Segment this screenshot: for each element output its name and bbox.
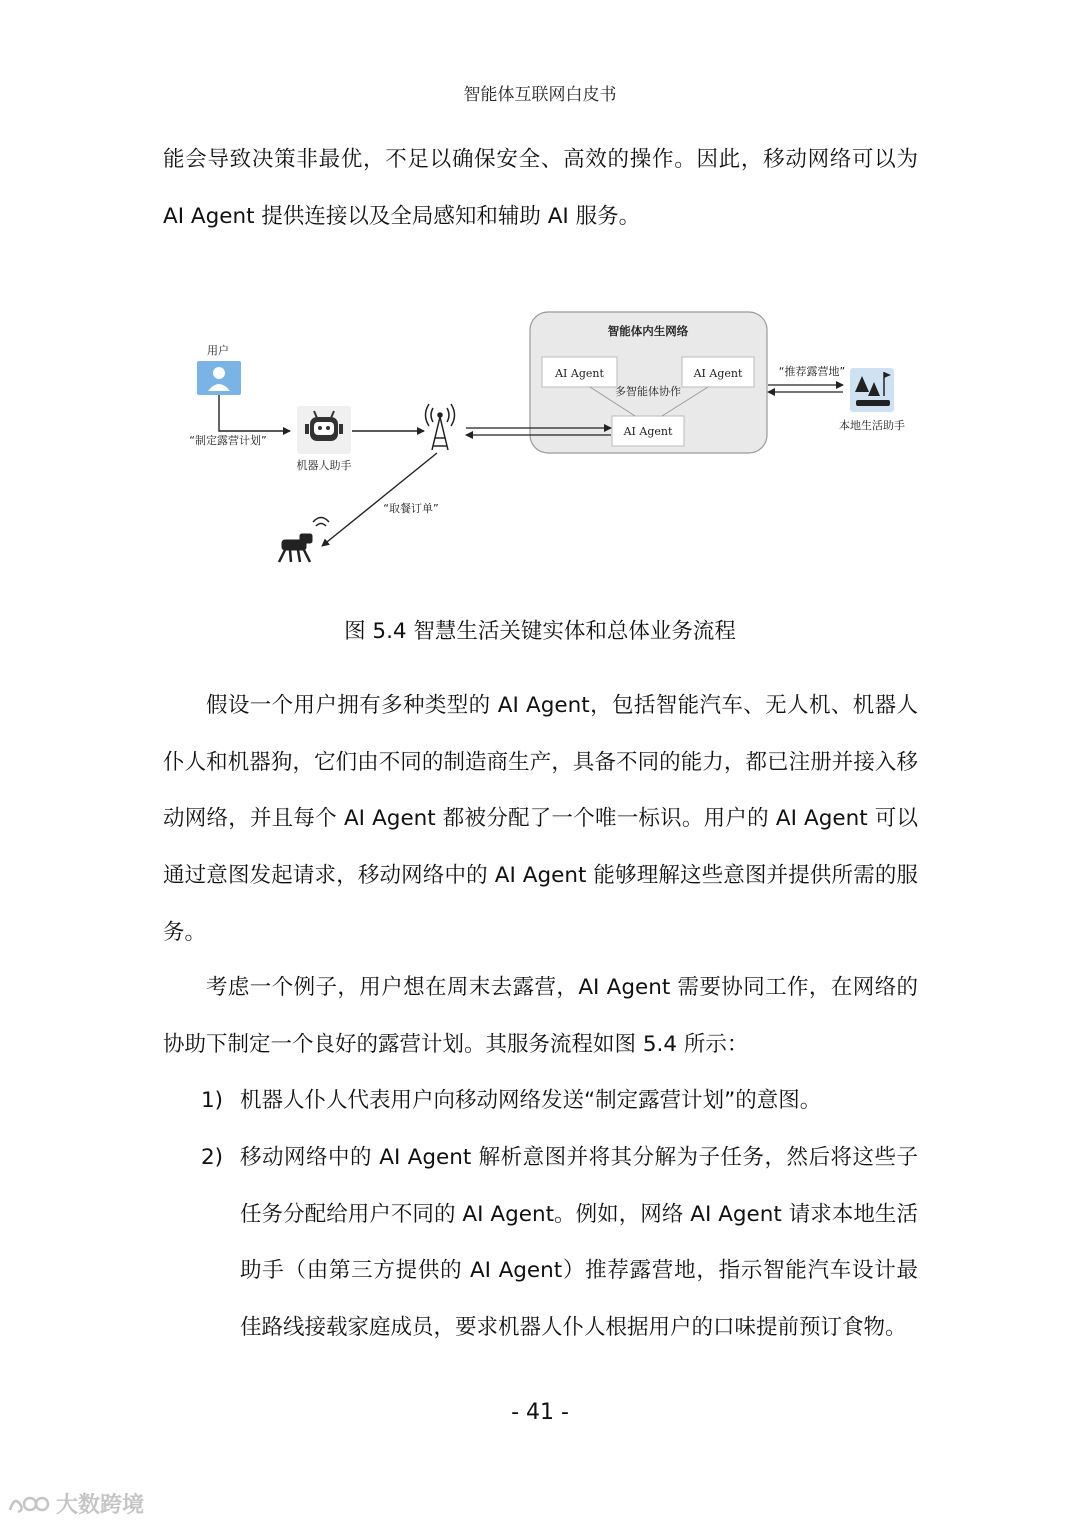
- plan-quote: “制定露营计划”: [189, 434, 267, 447]
- list-item-number: 1): [201, 1088, 224, 1113]
- list-item-number: 2): [201, 1145, 224, 1170]
- list-item-text: 移动网络中的 AI Agent 解析意图并将其分解为子任务，然后将这些子任务分配给用户不同的 AI Agent。例如，网络 AI Agent 请求本地生活助手（由第三方提供的 AI Agent）推荐露营地，指示智能汽车设计最佳路线接载家庭成员，要求机器人仆人根据用户的口味提前预订食物。: [240, 1145, 918, 1341]
- page-number: - 41 -: [511, 1400, 569, 1425]
- arrow-user-to-robot: [219, 395, 290, 431]
- watermark-text: 大数跨境: [56, 1492, 145, 1518]
- order-quote: “取餐订单”: [383, 502, 439, 515]
- body-paragraph-2: 考虑一个例子，用户想在周末去露营，AI Agent 需要协同工作，在网络的协助下制定一个良好的露营计划。其服务流程如图 5.4 所示：: [163, 975, 918, 1057]
- recommend-quote: “推荐露营地”: [778, 365, 846, 378]
- network-title: 智能体内生网络: [607, 324, 689, 338]
- body-paragraph-1: 假设一个用户拥有多种类型的 AI Agent，包括智能汽车、无人机、机器人仆人和机器狗，它们由不同的制造商生产，具备不同的能力，都已注册并接入移动网络，并且每个 AI Agent 都被分配了一个唯一标识。用户的 AI Agent 可以通过意图发起请求，移动网络中的 AI Agent 能够理解这些意图并提供所需的服务。: [163, 693, 918, 945]
- watermark: [6, 1488, 144, 1518]
- robot-label: 机器人助手: [296, 459, 352, 472]
- collab-label: 多智能体协作: [615, 385, 681, 398]
- list-item-text: 机器人仆人代表用户向移动网络发送“制定露营计划”的意图。: [240, 1088, 822, 1113]
- local-assistant-icon: [850, 368, 894, 412]
- local-assistant-label: 本地生活助手: [839, 419, 905, 432]
- robot-icon: [297, 406, 351, 454]
- agent-center-label: AI Agent: [623, 425, 673, 438]
- user-icon: [197, 361, 241, 395]
- robot-dog-icon: [279, 518, 329, 563]
- watermark-logo-icon: [6, 1490, 50, 1516]
- intro-paragraph: 能会导致决策非最优，不足以确保安全、高效的操作。因此，移动网络可以为 AI Agent 提供连接以及全局感知和辅助 AI 服务。: [163, 147, 918, 229]
- page-header: 智能体互联网白皮书: [463, 85, 617, 105]
- agent-right-label: AI Agent: [693, 367, 743, 380]
- figure-caption: 图 5.4 智慧生活关键实体和总体业务流程: [344, 619, 736, 644]
- agent-left-label: AI Agent: [555, 367, 604, 380]
- user-label: 用户: [207, 344, 229, 357]
- figure-diagram: [0, 300, 1080, 590]
- tower-icon: [426, 404, 455, 450]
